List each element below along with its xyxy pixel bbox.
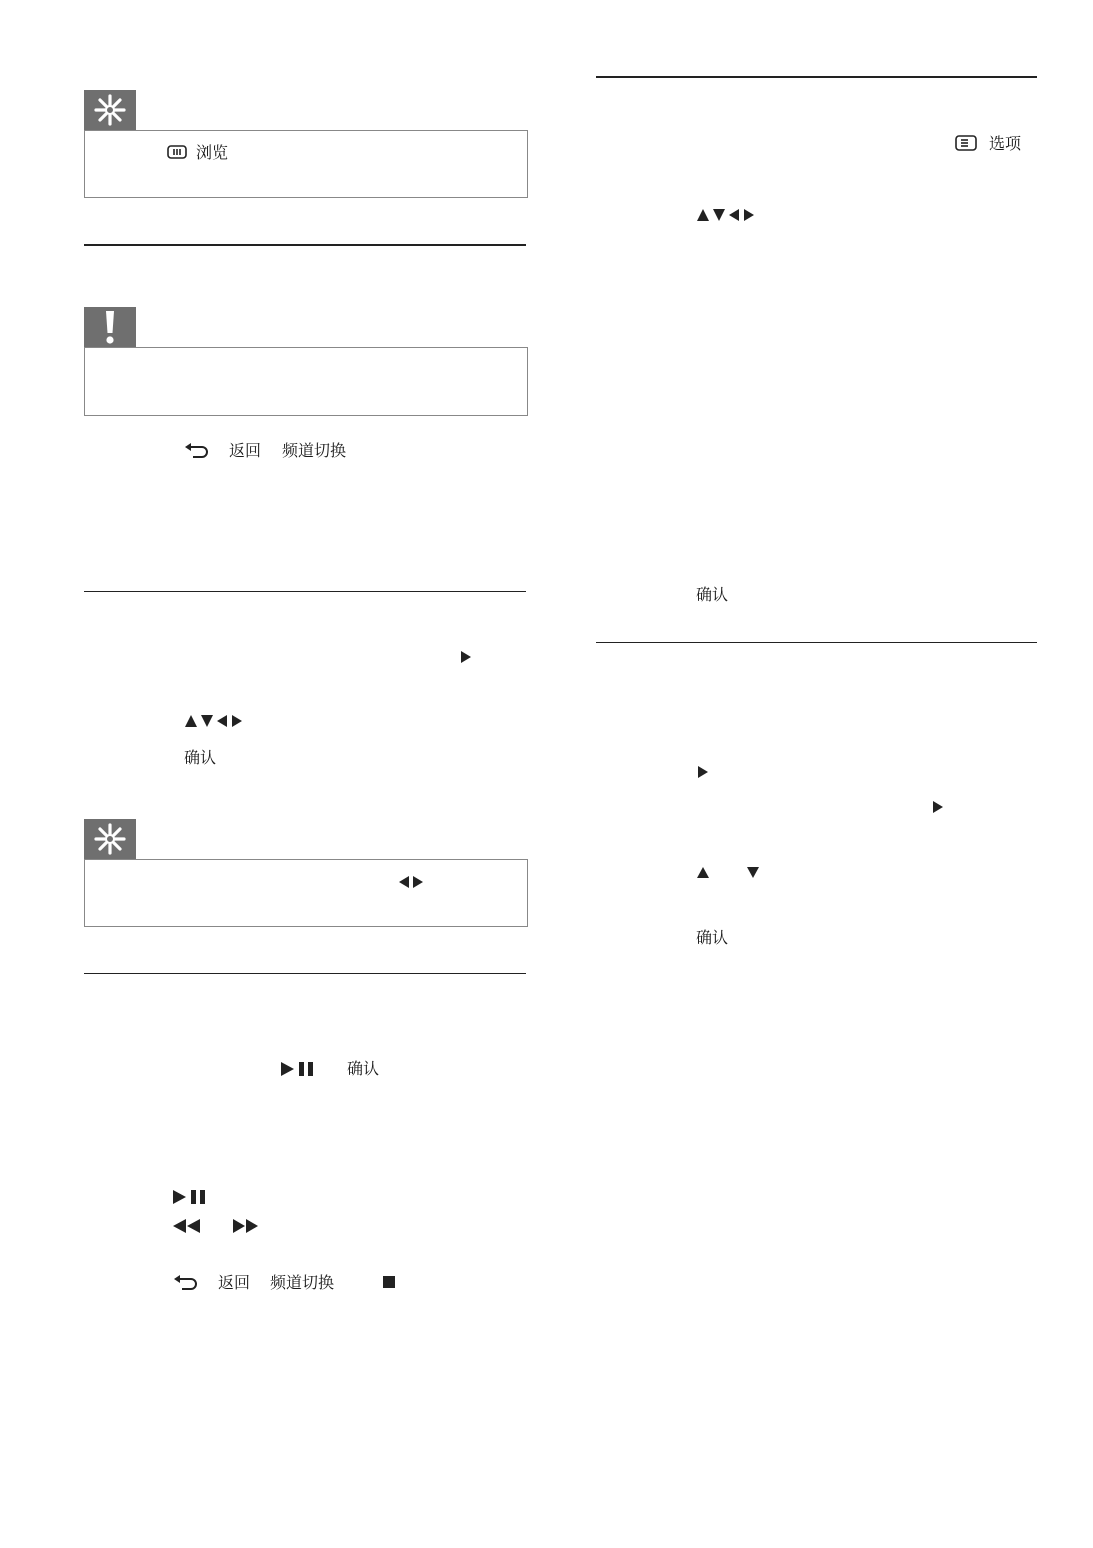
section-divider xyxy=(596,76,1037,78)
browse-key-icon xyxy=(167,145,187,159)
up-arrow-icon xyxy=(696,866,710,879)
left-right-arrows-icon xyxy=(398,875,424,889)
rewind-icon xyxy=(172,1218,202,1234)
right-arrow-icon xyxy=(932,800,944,814)
tip-asterisk-icon xyxy=(84,90,136,130)
browse-label: 浏览 xyxy=(196,143,229,162)
down-arrow-icon xyxy=(746,866,760,879)
confirm-label: 确认 xyxy=(696,585,729,604)
play-pause-icon xyxy=(280,1061,316,1077)
stop-icon xyxy=(383,1276,396,1289)
options-key-icon xyxy=(955,135,977,151)
fast-forward-icon xyxy=(232,1218,260,1234)
right-arrow-icon xyxy=(460,650,472,664)
back-label: 返回 xyxy=(229,441,262,460)
options-label: 选项 xyxy=(989,134,1022,153)
channel-switch-label: 频道切换 xyxy=(270,1273,335,1292)
channel-switch-label: 频道切换 xyxy=(282,441,347,460)
section-divider xyxy=(84,591,526,592)
play-pause-icon xyxy=(172,1189,208,1205)
nav-arrows-icon xyxy=(696,208,758,222)
confirm-label: 确认 xyxy=(696,928,729,947)
confirm-label: 确认 xyxy=(347,1059,380,1078)
back-label: 返回 xyxy=(218,1273,251,1292)
nav-arrows-icon xyxy=(184,714,246,728)
confirm-label: 确认 xyxy=(184,748,217,767)
caution-callout xyxy=(84,347,528,416)
section-divider xyxy=(596,642,1037,643)
section-divider xyxy=(84,973,526,974)
back-arrow-icon xyxy=(173,1274,199,1292)
right-arrow-icon xyxy=(697,765,709,779)
tip-callout xyxy=(84,859,528,927)
back-arrow-icon xyxy=(184,442,210,460)
section-divider xyxy=(84,244,526,246)
tip-asterisk-icon xyxy=(84,819,136,859)
caution-exclamation-icon xyxy=(84,307,136,347)
tip-callout xyxy=(84,130,528,198)
